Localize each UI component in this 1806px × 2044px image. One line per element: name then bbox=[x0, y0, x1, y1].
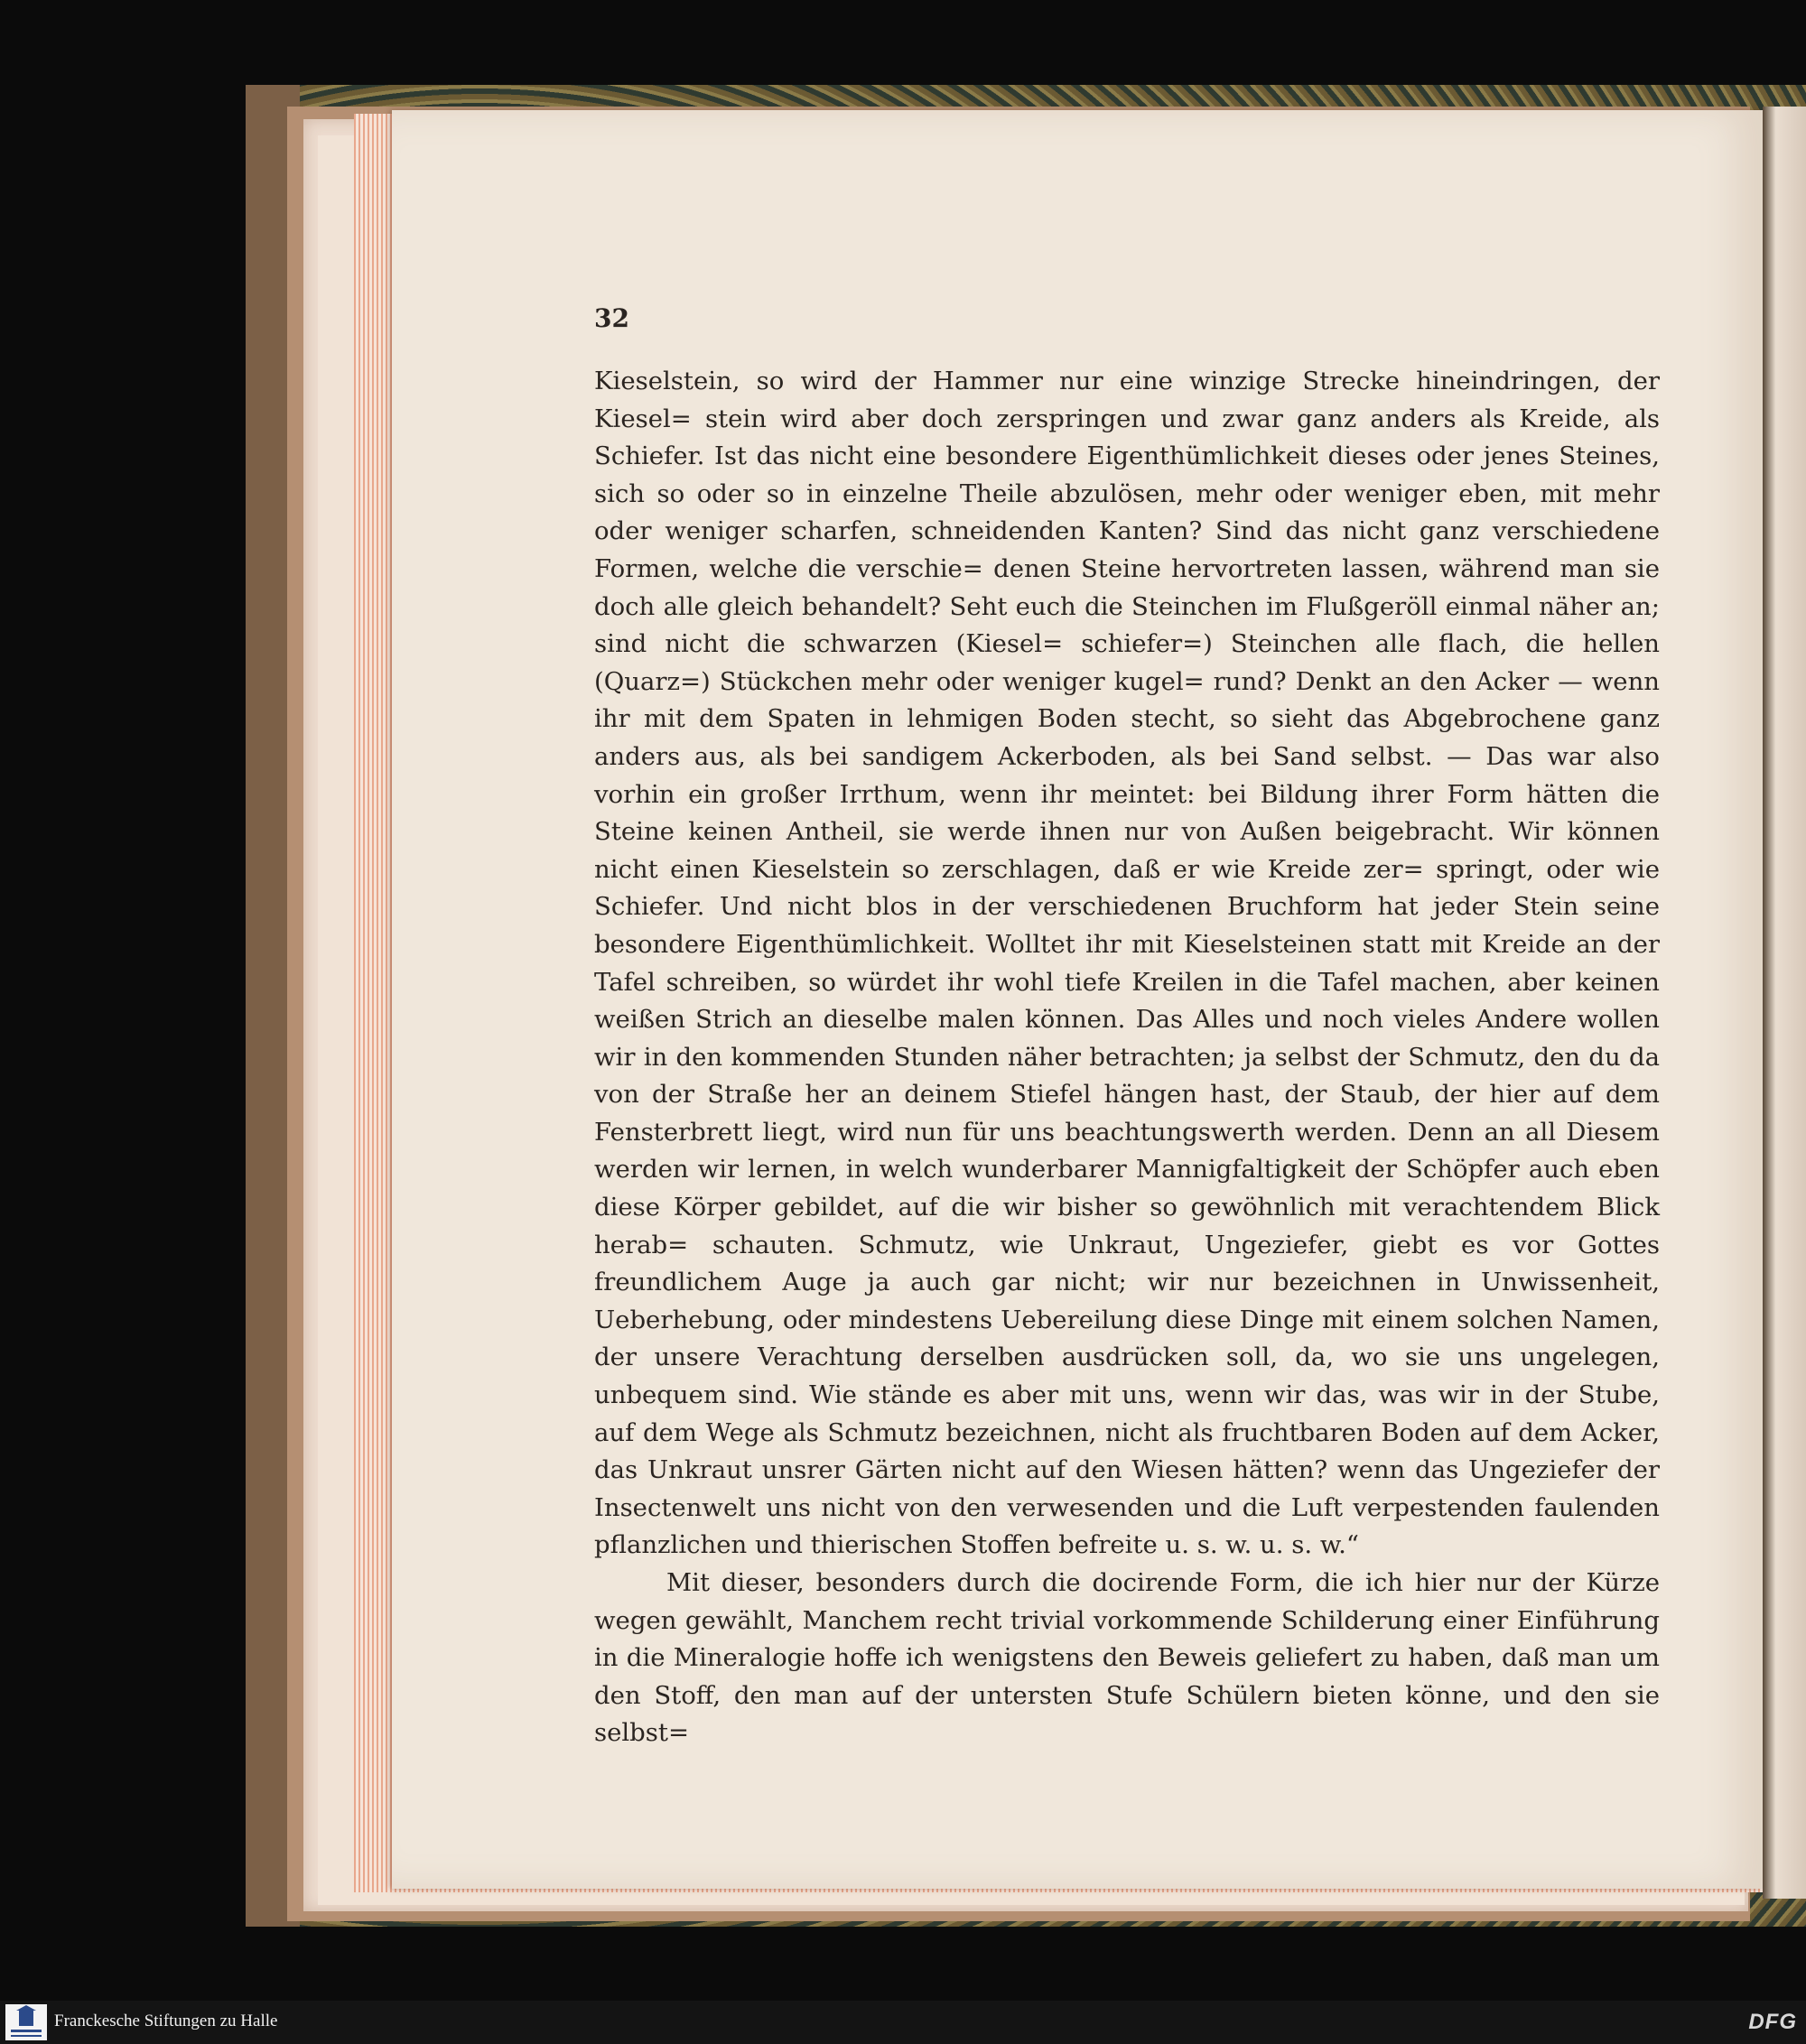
page-body-text bbox=[594, 363, 1660, 1752]
institution-name[interactable]: Franckesche Stiftungen zu Halle bbox=[54, 2011, 278, 2030]
viewer-footer-bar bbox=[0, 2001, 1806, 2044]
paragraph-2: Mit dieser, besonders durch die docirende Form, die ich hier nur der Kürze wegen gewählt, Manchem recht trivial vorkommende Schilderung einer Einführung in die Mineralogie hoffe ich wenigstens den Beweis geliefert zu haben, daß man um den Stoff, den man auf der untersten Stufe Schülern bieten könne, und den sie selbst= bbox=[594, 1568, 1660, 1748]
page-number: 32 bbox=[594, 303, 629, 333]
dfg-logo[interactable]: DFG bbox=[1748, 2010, 1797, 2034]
paragraph-1: Kieselstein, so wird der Hammer nur eine winzige Strecke hineindringen, der Kiesel= stein wird aber doch zerspringen und zwar ganz anders als Kreide, als Schiefer. Ist das nicht eine besondere Eigenthümlichkeit dieses oder jenes Steines, sich so oder so in einzelne Theile abzulösen, mehr oder weniger eben, mit mehr oder weniger scharfen, schneidenden Kanten? Sind das nicht ganz verschiedene Formen, welche die verschie= denen Steine hervortreten lassen, während man sie doch alle gleich behandelt? Seht euch die Steinchen im Flußgeröll einmal näher an; sind nicht die schwarzen (Kiesel= schiefer=) Steinchen alle flach, die hellen (Quarz=) Stückchen mehr oder weniger kugel= rund? Denkt an den Acker — wenn ihr mit dem Spaten in lehmigen Boden stecht, so sieht das Abgebrochene ganz anders aus, als bei sandigem Ackerboden, als bei Sand selbst. — Das war also vorhin ein großer Irrthum, wenn ihr meintet: bei Bildung ihrer Form hätten die Steine keinen Antheil, sie werde ihnen nur von Außen beigebracht. Wir können nicht einen Kieselstein so zerschlagen, daß er wie Kreide zer= springt, oder wie Schiefer. Und nicht blos in der verschiedenen Bruchform hat jeder Stein seine besondere Eigenthümlichkeit. Wolltet ihr mit Kieselsteinen statt mit Kreide an der Tafel schreiben, so würdet ihr wohl tiefe Kreilen in die Tafel machen, aber keinen weißen Strich an dieselbe malen können. Das Alles und noch vieles Andere wollen wir in den kommenden Stunden näher betrachten; ja selbst der Schmutz, den du da von der Straße her an deinem Stiefel hängen hast, der Staub, der hier auf dem Fensterbrett liegt, wird nun für uns beachtungswerth werden. Denn an all Diesem werden wir lernen, in welch wunderbarer Mannigfaltigkeit der Schöpfer auch eben diese Körper gebildet, auf die wir bisher so gewöhnlich mit verachtendem Blick herab= schauten. Schmutz, wie Unkraut, Ungeziefer, giebt es vor Gottes freundlichem Auge ja auch gar nicht; wir nur bezeichnen in Unwissenheit, Ueberhebung, oder mindestens Uebereilung diese Dinge mit einem solchen Namen, der unsere Verachtung derselben ausdrücken soll, da, wo sie uns ungelegen, unbequem sind. Wie stände es aber mit uns, wenn wir das, was wir in der Stube, auf dem Wege als Schmutz bezeichnen, nicht als fruchtbaren Boden auf dem Acker, das Unkraut unsrer Gärten nicht auf den Wiesen hätten? wenn das Ungeziefer der Insectenwelt uns nicht von den verwesenden und die Luft verpestenden faulenden pflanzlichen und thierischen Stoffen befreite u. s. w. u. s. w.“ bbox=[594, 367, 1660, 1560]
facing-page-edge bbox=[1763, 107, 1806, 1899]
franckesche-stiftungen-logo-icon[interactable] bbox=[5, 2004, 47, 2040]
